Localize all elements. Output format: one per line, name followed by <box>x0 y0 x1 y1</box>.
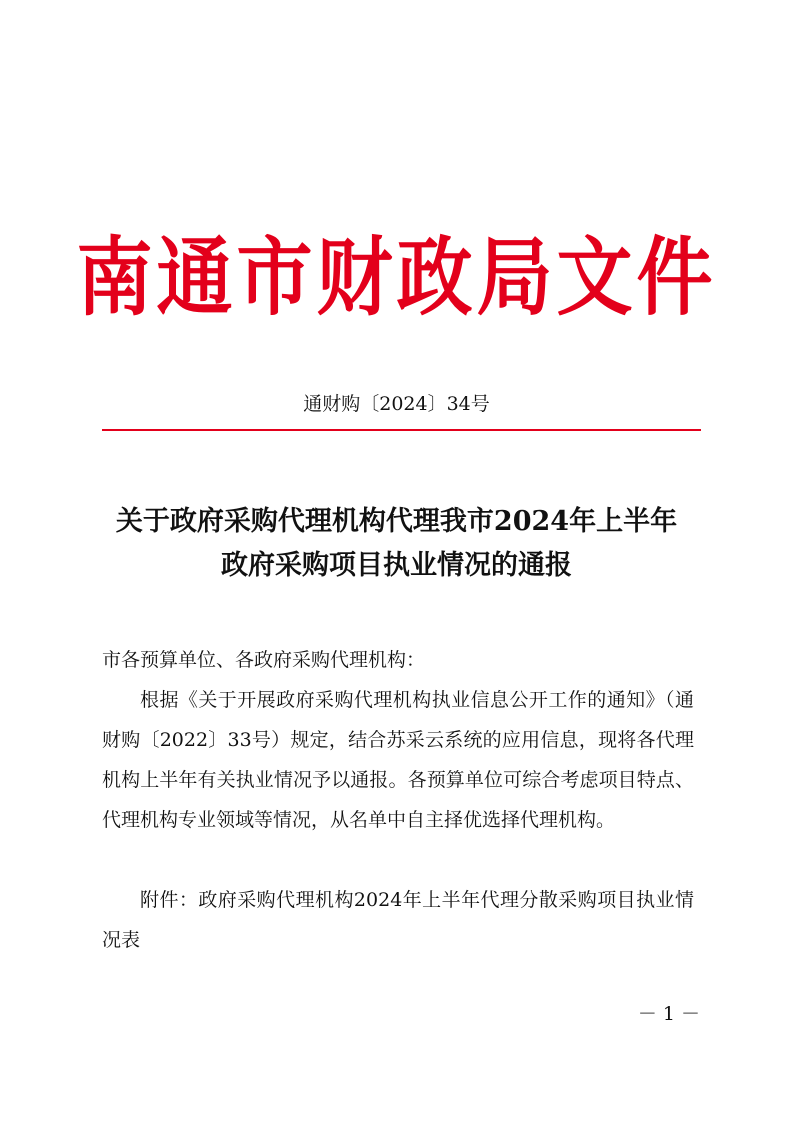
document-number: 通财购〔2024〕34号 <box>303 393 490 415</box>
page-number: － 1 － <box>637 1003 700 1025</box>
attachment-note: 附件：政府采购代理机构2024年上半年代理分散采购项目执业情况表 <box>102 889 694 951</box>
document-title-line-1: 关于政府采购代理机构代理我市2024年上半年 <box>115 506 678 537</box>
red-divider-rule <box>102 429 701 431</box>
salutation: 市各预算单位、各政府采购代理机构： <box>102 649 426 671</box>
masthead-title: 南通市财政局文件 <box>76 227 717 328</box>
document-body <box>102 640 694 960</box>
body-paragraph: 根据《关于开展政府采购代理机构执业信息公开工作的通知》（通财购〔2022〕33号）规定，结合苏采云系统的应用信息，现将各代理机构上半年有关执业情况予以通报。各预算单位可综合考虑项目特点、代理机构专业领域等情况，从名单中自主择优选择代理机构。 <box>102 689 694 831</box>
document-title <box>80 500 713 588</box>
document-title-line-2: 政府采购项目执业情况的通报 <box>221 550 572 581</box>
